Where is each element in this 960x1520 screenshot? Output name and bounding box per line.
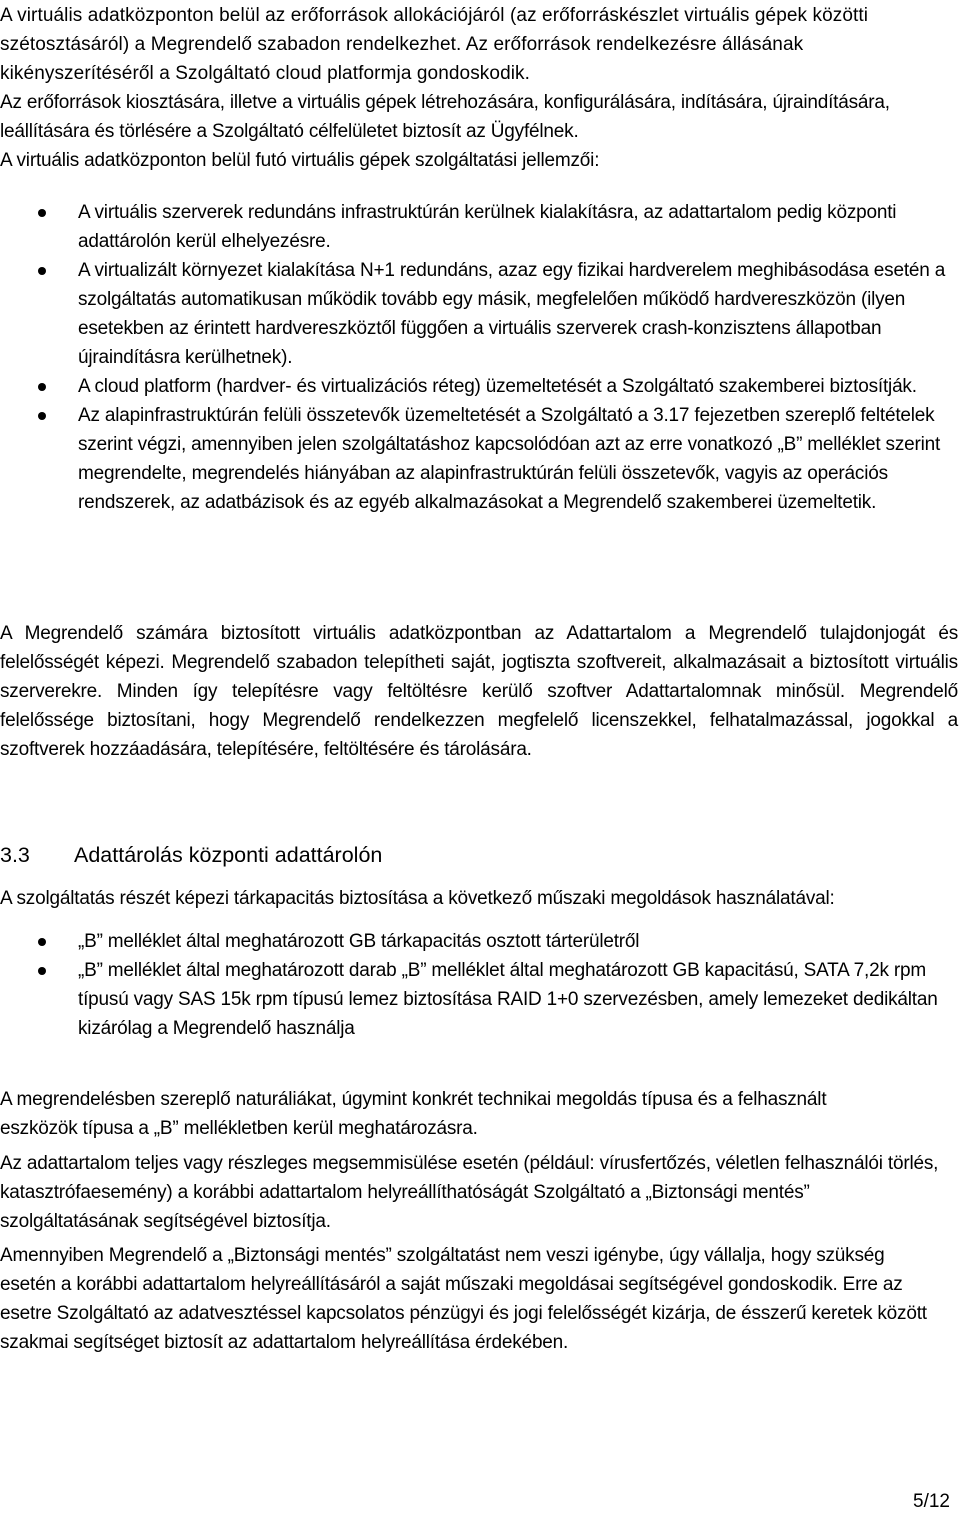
list-item-text: „B” melléklet által meghatározott darab „B” melléklet által meghatározott GB kapacitású, SATA 7,2k rpm típusú vagy SAS 15k rpm típusú lemez biztosítása RAID 1+0 szervezésben, amely lemezeket dedikáltan kizárólag a Megrendelő használja (78, 960, 938, 1039)
section-number: 3.3 (0, 843, 30, 867)
intro-paragraph-features-lead: A virtuális adatközponton belül futó virtuális gépek szolgáltatási jellemzői: (0, 150, 600, 171)
naturalia-paragraph: A megrendelésben szereplő naturáliákat, úgymint konkrét technikai megoldás típusa és a felhasznált eszközök típusa a „B” mellékletben kerül meghatározásra. (0, 1089, 827, 1139)
intro-block (0, 1, 940, 175)
bullet-icon (38, 938, 46, 946)
storage-options-list (0, 927, 958, 1043)
restore-paragraph: Az adattartalom teljes vagy részleges megsemmisülése esetén (például: vírusfertőzés, véletlen felhasználói törlés, katasztrófaesemény) a korábbi adattartalom helyreállíthatóságát Szolgáltató a „Biztonsági mentés” szolgáltatásának segítségével biztosítja. (0, 1153, 939, 1232)
list-item (0, 927, 958, 956)
features-list (0, 198, 958, 517)
section-intro-paragraph: A szolgáltatás részét képezi tárkapacitás biztosítása a következő műszaki megoldások használatával: (0, 888, 835, 909)
list-item-text: A virtualizált környezet kialakítása N+1 redundáns, azaz egy fizikai hardverelem meghibásodása esetén a szolgáltatás automatikusan működik tovább egy másik, megfelelően működő hardvereszközön (ilyen esetekben az érintett hardvereszköztől függően a virtuális szerverek crash-konzisztens állapotban újraindításra kerülhetnek). (78, 260, 946, 368)
list-item-text: „B” melléklet által meghatározott GB tárkapacitás osztott tárterületről (78, 931, 640, 952)
bullet-icon (38, 209, 46, 217)
list-item (0, 372, 958, 401)
bullet-icon (38, 967, 46, 975)
list-item-text: A cloud platform (hardver- és virtualizációs réteg) üzemeltetését a Szolgáltató szakemberei biztosítják. (78, 376, 917, 397)
no-backup-paragraph: Amennyiben Megrendelő a „Biztonsági mentés” szolgáltatást nem veszi igénybe, úgy vállalja, hogy szükség esetén a korábbi adattartalom helyreállításáról a saját műszaki megoldásai segítségével gondoskodik. Erre az esetre Szolgáltató az adatvesztéssel kapcsolatos pénzügyi és jogi felelősségét kizárja, de ésszerű keretek között szakmai segítséget biztosít az adattartalom helyreállítása érdekében. (0, 1245, 927, 1353)
section-heading (0, 840, 958, 870)
bullet-icon (38, 412, 46, 420)
intro-paragraph-interface: Az erőforrások kiosztására, illetve a virtuális gépek létrehozására, konfigurálására, indítására, újraindítására, leállítására és törlésére a Szolgáltató célfelületet biztosít az Ügyfélnek. (0, 92, 890, 142)
bullet-icon (38, 383, 46, 391)
list-item (0, 956, 958, 1043)
section-title: Adattárolás központi adattárolón (74, 843, 383, 867)
list-item-text: Az alapinfrastruktúrán felüli összetevők üzemeltetését a Szolgáltató a 3.17 fejezetben szereplő feltételek szerint végzi, amennyiben jelen szolgáltatáshoz kapcsolódóan azt az erre vonatkozó „B” melléklet szerint megrendelte, megrendelés hiányában az alapinfrastruktúrán felüli összetevők, vagyis az operációs rendszerek, az adatbázisok és az egyéb alkalmazásokat a Megrendelő szakemberei üzemeltetik. (78, 405, 941, 513)
bullet-icon (38, 267, 46, 275)
intro-paragraph-allocation: A virtuális adatközponton belül az erőforrások allokációjáról (az erőforráskészlet virtuális gépek közötti szétosztásáról) a Megrendelő szabadon rendelkezhet. Az erőforrások rendelkezésre állásának kikényszerítéséről a Szolgáltató cloud platformja gondoskodik. (0, 5, 869, 84)
list-item-text: A virtuális szerverek redundáns infrastruktúrán kerülnek kialakításra, az adattartalom pedig központi adattárolón kerül elhelyezésre. (78, 202, 897, 252)
list-item (0, 256, 958, 372)
ownership-paragraph: A Megrendelő számára biztosított virtuális adatközpontban az Adattartalom a Megrendelő tulajdonjogát és felelősségét képezi. Megrendelő szabadon telepítheti saját, jogtiszta szoftvereit, alkalmazásait a biztosított virtuális szerverekre. Minden így telepítésre vagy feltöltésre kerülő szoftver Adattartalomnak minősül. Megrendelő felelőssége biztosítani, hogy Megrendelő rendelkezzen megfelelő licenszekkel, felhatalmazással, jogokkal a szoftverek hozzáadására, telepítésére, feltöltésére és tárolására. (0, 623, 958, 760)
page-number: 5/12 (913, 1491, 950, 1512)
list-item (0, 401, 958, 517)
list-item (0, 198, 958, 256)
